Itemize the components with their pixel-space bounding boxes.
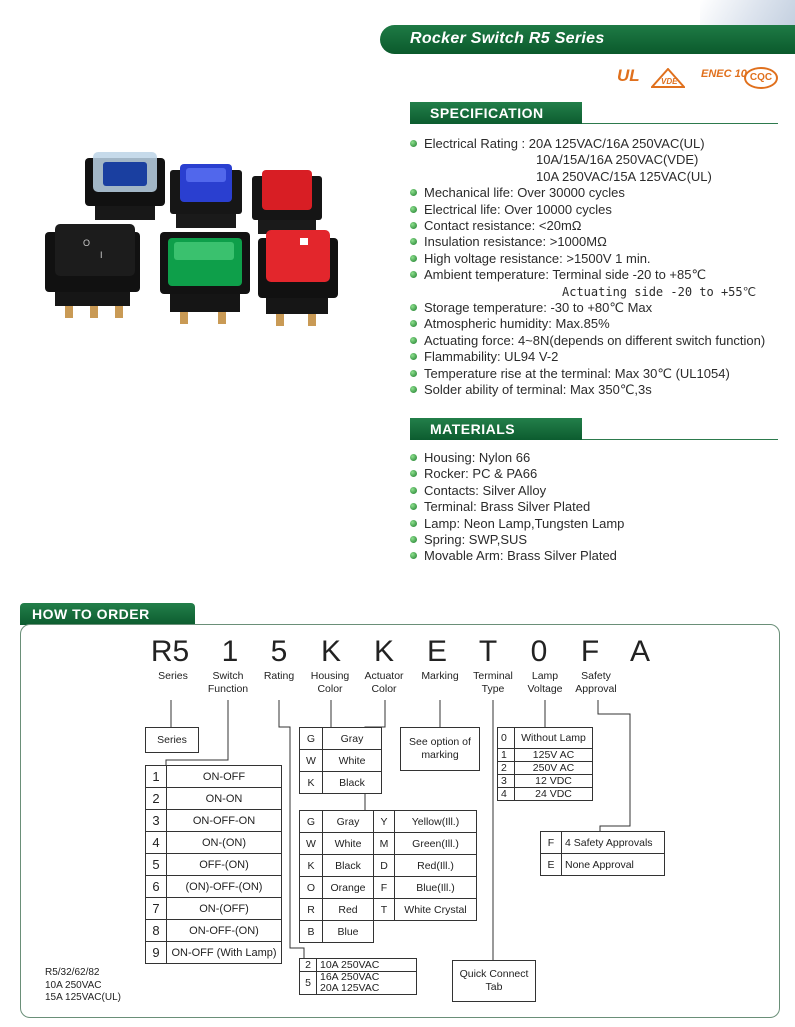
label-marking: Marking — [421, 670, 459, 682]
option-code: F — [541, 832, 562, 854]
option-code: 2 — [146, 788, 167, 810]
option-code: G — [300, 728, 323, 750]
specification-heading: SPECIFICATION — [410, 102, 582, 124]
option-label: ON-OFF-(ON) — [167, 920, 282, 942]
option-label: White Crystal — [395, 899, 477, 921]
option-code: K — [300, 772, 323, 794]
spec-item: Flammability: UL94 V-2 — [410, 349, 765, 365]
option-code: 0 — [498, 728, 515, 749]
option-label: ON-OFF (With Lamp) — [167, 942, 282, 964]
table-row — [300, 972, 417, 995]
option-code: W — [300, 833, 323, 855]
table-row — [300, 833, 477, 855]
code-char-terminal: T — [478, 635, 498, 668]
option-code: 3 — [146, 810, 167, 832]
spec-item: Electrical life: Over 10000 cycles — [410, 202, 765, 218]
material-item: Spring: SWP,SUS — [410, 532, 624, 548]
table-row — [300, 899, 477, 921]
table-row — [498, 775, 593, 788]
approval-table — [540, 831, 665, 876]
svg-text:I: I — [100, 250, 103, 260]
label-rating: Rating — [263, 670, 295, 682]
option-label: 12 VDC — [515, 775, 593, 788]
code-char-suffix: A — [629, 635, 650, 668]
series-box: Series — [145, 727, 199, 753]
table-row — [146, 876, 282, 898]
spec-item: Ambient temperature: Terminal side -20 to +85℃ — [410, 267, 765, 283]
table-row — [541, 854, 665, 876]
spec-item: Storage temperature: -30 to +80℃ Max — [410, 300, 765, 316]
table-row — [146, 810, 282, 832]
option-code: O — [300, 877, 323, 899]
material-item: Rocker: PC & PA66 — [410, 466, 624, 482]
spec-item: 10A 250VAC/15A 125VAC(UL) — [536, 168, 712, 184]
material-item: Lamp: Neon Lamp,Tungsten Lamp — [410, 516, 624, 532]
table-row — [146, 788, 282, 810]
option-label: Blue(Ill.) — [395, 877, 477, 899]
table-row — [300, 959, 417, 972]
option-code: 5 — [300, 972, 317, 995]
option-code: 5 — [146, 854, 167, 876]
spec-item: Mechanical life: Over 30000 cycles — [410, 185, 765, 201]
option-code: 1 — [146, 766, 167, 788]
svg-text:VDE: VDE — [661, 77, 678, 86]
table-row — [300, 750, 382, 772]
material-item: Contacts: Silver Alloy — [410, 483, 624, 499]
option-code: 2 — [300, 959, 317, 972]
material-item: Terminal: Brass Silver Plated — [410, 499, 624, 515]
option-label: Black — [323, 855, 374, 877]
how-to-order-heading: HOW TO ORDER — [20, 603, 195, 625]
table-row — [146, 920, 282, 942]
table-row — [300, 728, 382, 750]
option-label: ON-(OFF) — [167, 898, 282, 920]
code-char-function: 1 — [221, 635, 239, 668]
materials-heading: MATERIALS — [410, 418, 582, 440]
lamp-voltage-table — [497, 727, 593, 801]
actuator-color-table — [299, 810, 477, 943]
material-item: Movable Arm: Brass Silver Plated — [410, 548, 624, 564]
ul-mark-icon: UL — [617, 66, 640, 85]
marking-box: See option of marking — [400, 727, 480, 771]
rating-note: R5/32/62/82 10A 250VAC 15A 125VAC(UL) — [45, 967, 121, 1003]
spec-item: 10A/15A/16A 250VAC(VDE) — [536, 152, 699, 168]
table-row — [498, 749, 593, 762]
option-label: 250V AC — [515, 762, 593, 775]
option-code: Y — [374, 811, 395, 833]
label-housing-color: Housing Color — [310, 670, 350, 695]
code-char-marking: E — [426, 635, 447, 668]
option-label: Orange — [323, 877, 374, 899]
option-code: R — [300, 899, 323, 921]
table-row — [146, 766, 282, 788]
option-code: M — [374, 833, 395, 855]
option-code: K — [300, 855, 323, 877]
code-char-approval: F — [580, 635, 600, 668]
option-label: 10A 250VAC — [317, 959, 417, 972]
option-code: 7 — [146, 898, 167, 920]
enec-mark-icon: ENEC 10 — [701, 68, 747, 80]
code-char-rating: 5 — [270, 635, 288, 668]
spec-item: High voltage resistance: >1500V 1 min. — [410, 251, 765, 267]
option-label: Without Lamp — [515, 728, 593, 749]
spec-item: Electrical Rating : 20A 125VAC/16A 250VAC(UL) — [410, 136, 765, 152]
option-label: OFF-(ON) — [167, 854, 282, 876]
option-code: 1 — [498, 749, 515, 762]
option-label: None Approval — [562, 854, 665, 876]
option-label: 4 Safety Approvals — [562, 832, 665, 854]
spec-item: Temperature rise at the terminal: Max 30℃ (UL1054) — [410, 366, 765, 382]
spec-item: Contact resistance: <20mΩ — [410, 218, 765, 234]
label-switch-function: Switch Function — [207, 670, 249, 695]
option-label: Yellow(Ill.) — [395, 811, 477, 833]
table-row — [300, 877, 477, 899]
spec-item: Actuating force: 4~8N(depends on different switch function) — [410, 333, 765, 349]
option-code: F — [374, 877, 395, 899]
material-item: Housing: Nylon 66 — [410, 450, 624, 466]
option-code: W — [300, 750, 323, 772]
code-char-lamp: 0 — [530, 635, 548, 668]
option-label: 24 VDC — [515, 788, 593, 801]
option-code: 6 — [146, 876, 167, 898]
rating-table — [299, 958, 417, 995]
option-label: (ON)-OFF-(ON) — [167, 876, 282, 898]
label-series: Series — [158, 670, 188, 682]
option-label: Gray — [323, 728, 382, 750]
table-row — [498, 728, 593, 749]
option-code: T — [374, 899, 395, 921]
code-char-actuator: K — [373, 635, 394, 668]
table-row — [300, 855, 477, 877]
table-row — [146, 898, 282, 920]
option-label: Black — [323, 772, 382, 794]
option-label: White — [323, 833, 374, 855]
table-row — [146, 832, 282, 854]
spec-item: Atmospheric humidity: Max.85% — [410, 316, 765, 332]
label-actuator-color: Actuator Color — [364, 670, 404, 695]
table-row — [146, 854, 282, 876]
option-label: Gray — [323, 811, 374, 833]
table-row — [300, 921, 477, 943]
option-code: 9 — [146, 942, 167, 964]
spec-item: Solder ability of terminal: Max 350℃,3s — [410, 382, 765, 398]
page-title: Rocker Switch R5 Series — [410, 30, 605, 47]
option-code: B — [300, 921, 323, 943]
spec-item: Actuating side -20 to +55℃ — [562, 284, 757, 299]
terminal-type-box: Quick Connect Tab — [452, 960, 536, 1002]
table-row — [300, 811, 477, 833]
option-label: Red — [323, 899, 374, 921]
option-label: ON-ON — [167, 788, 282, 810]
code-char-series: R5 — [150, 635, 190, 668]
option-label: ON-OFF — [167, 766, 282, 788]
option-label: Green(Ill.) — [395, 833, 477, 855]
option-label: Blue — [323, 921, 374, 943]
table-row — [498, 762, 593, 775]
table-row — [300, 772, 382, 794]
label-lamp-voltage: Lamp Voltage — [527, 670, 563, 695]
cqc-mark-icon: CQC — [744, 67, 778, 89]
table-row — [498, 788, 593, 801]
switch-function-table — [145, 765, 282, 964]
option-code: 2 — [498, 762, 515, 775]
option-code: D — [374, 855, 395, 877]
table-row — [541, 832, 665, 854]
option-label: ON-(ON) — [167, 832, 282, 854]
option-code: E — [541, 854, 562, 876]
option-label: White — [323, 750, 382, 772]
option-label: 16A 250VAC 20A 125VAC — [317, 972, 417, 995]
option-label: 125V AC — [515, 749, 593, 762]
table-row — [146, 942, 282, 964]
option-label: ON-OFF-ON — [167, 810, 282, 832]
option-code: G — [300, 811, 323, 833]
spec-item: Insulation resistance: >1000MΩ — [410, 234, 765, 250]
option-label: Red(Ill.) — [395, 855, 477, 877]
label-safety-approval: Safety Approval — [575, 670, 617, 695]
housing-color-table — [299, 727, 382, 794]
code-char-housing: K — [320, 635, 341, 668]
option-code: 3 — [498, 775, 515, 788]
svg-text:O: O — [83, 238, 91, 248]
option-code: 4 — [146, 832, 167, 854]
option-code: 8 — [146, 920, 167, 942]
option-code: 4 — [498, 788, 515, 801]
label-terminal-type: Terminal Type — [473, 670, 513, 695]
